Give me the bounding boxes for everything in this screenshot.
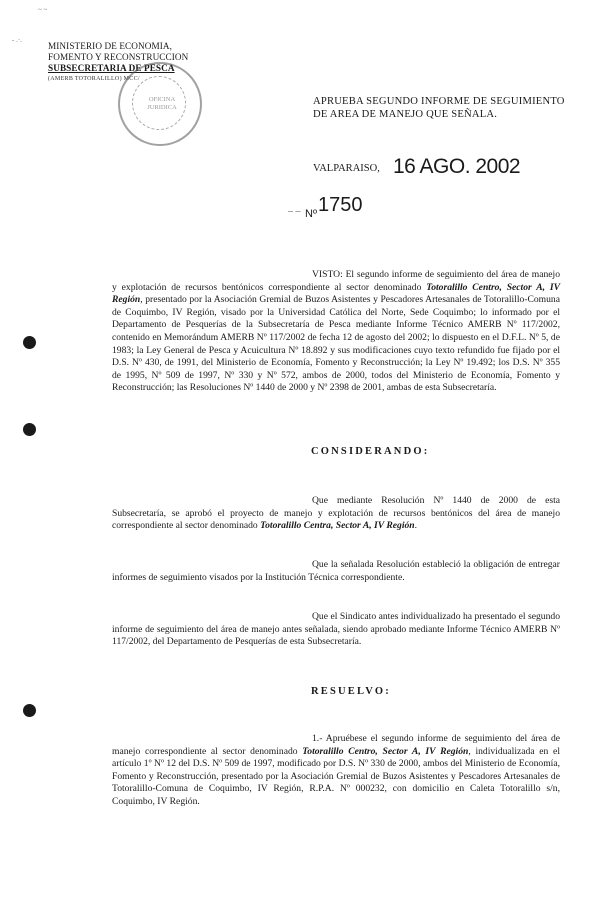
- number-prefix: Nº: [305, 208, 317, 220]
- place-label: VALPARAISO,: [313, 163, 380, 174]
- punch-hole-1: [23, 336, 36, 349]
- considerando-p3: Que el Sindicato antes individualizado ha presentado el segundo informe de seguimiento del área de manejo antes señalada, siendo aprobado mediante Informe Técnico AMERB Nº 117/2002, del Departamento de Pesquerías de esta Subsecretaría.: [112, 611, 560, 648]
- considerando-p2: Que la señalada Resolución estableció la obligación de entregar informes de seguimiento visados por la Institución Técnica correspondiente.: [112, 559, 560, 583]
- resuelvo-p1: [112, 733, 560, 809]
- letterhead-ministry-2: FOMENTO Y RECONSTRUCCION: [48, 52, 189, 62]
- resuelvo-p1-a: 1.- Apruébese el segundo informe de seguimiento del área de manejo correspondiente al sector denominado: [112, 733, 560, 757]
- visto-lead: VISTO:: [312, 269, 343, 280]
- letterhead-reference: (AMERB TOTORALILLO) MCC/: [48, 76, 140, 82]
- considerando-heading: CONSIDERANDO:: [311, 446, 430, 457]
- letterhead-subsecretaria: SUBSECRETARIA DE PESCA: [48, 63, 175, 73]
- official-stamp: [118, 62, 202, 146]
- resuelvo-p1-sector: Totoralillo Centro, Sector A, IV Región: [302, 745, 469, 757]
- resuelvo-p1-b: , individualizada en el artículo 1º Nº 12 del D.S. Nº 509 de 1997, modificado por D.S. Nº 330 de 2000, ambos del Ministerio de Economía, Fomento y Reconstrucción, presentado por la Asociación Gremial de Buzos Asistentes y Pescadores Artesanales de Totoralillo-Comuna de Coquimbo, IV Región, R.P.A. Nº 000232, con domicilio en Caleta Totoralillo s/n, Coquimbo, IV Región.: [112, 745, 560, 807]
- considerando-p1: [112, 495, 560, 533]
- considerando-p1-sector: Totoralillo Centra, Sector A, IV Región: [260, 520, 415, 532]
- stamp-text: OFICINA JURIDICA: [147, 96, 177, 111]
- visto-paragraph: [112, 269, 560, 395]
- scan-mark-top: ~ ~: [38, 6, 48, 14]
- scan-mark-left: - .·.: [12, 36, 22, 44]
- visto-sector: Totoralillo Centro, Sector A, IV Región: [112, 281, 561, 306]
- resuelvo-heading: RESUELVO:: [311, 686, 391, 697]
- document-date: 16 AGO. 2002: [393, 155, 521, 178]
- number-dash: – –: [288, 206, 301, 217]
- document-title: APRUEBA SEGUNDO INFORME DE SEGUIMIENTO DE AREA DE MANEJO QUE SEÑALA.: [313, 96, 565, 120]
- punch-hole-3: [23, 704, 36, 717]
- visto-text-a: El segundo informe de seguimiento del área de manejo y explotación de recursos bentónicos correspondiente al sector denominado: [112, 269, 560, 293]
- document-number: 1750: [318, 194, 363, 216]
- considerando-p1-b: .: [414, 520, 418, 532]
- punch-hole-2: [23, 423, 36, 436]
- visto-text-b: , presentado por la Asociación Gremial de Buzos Asistentes y Pescadores Artesanales de Totoralillo-Comuna de Coquimbo, IV Región, visado por la Universidad Católica del Norte, Sede Coquimbo; lo informado por el Departamento de Pesquerías de la Subsecretaría de Pesca mediante Informe Técnico AMERB Nº 117/2002, contenido en Memorándum AMERB Nº 117/2002 de fecha 12 de agosto del 2002; lo dispuesto en el D.F.L. Nº 5, de 1983; la Ley General de Pesca y Acuicultura Nº 18.892 y sus modificaciones cuyo texto refundido fue fijado por el D.S. Nº 430, de 1991, del Ministerio de Economía, Fomento y Reconstrucción; la Ley Nº 19.492; los D.S. Nº 355 de 1995, Nº 509 de 1997, Nº 330 y Nº 572, ambos de 2000, todos del Ministerio de Economía, Fomento y Reconstrucción; las Resoluciones Nº 1440 de 2000 y Nº 2398 de 2001, ambas de esta Subsecretaría.: [112, 294, 560, 394]
- considerando-p1-a: Que mediante Resolución Nº 1440 de 2000 de esta Subsecretaría, se aprobó el proyecto de manejo y explotación de recursos bentónicos del área de manejo correspondiente al sector denominado: [112, 495, 560, 532]
- letterhead-ministry: MINISTERIO DE ECONOMIA,: [48, 41, 173, 51]
